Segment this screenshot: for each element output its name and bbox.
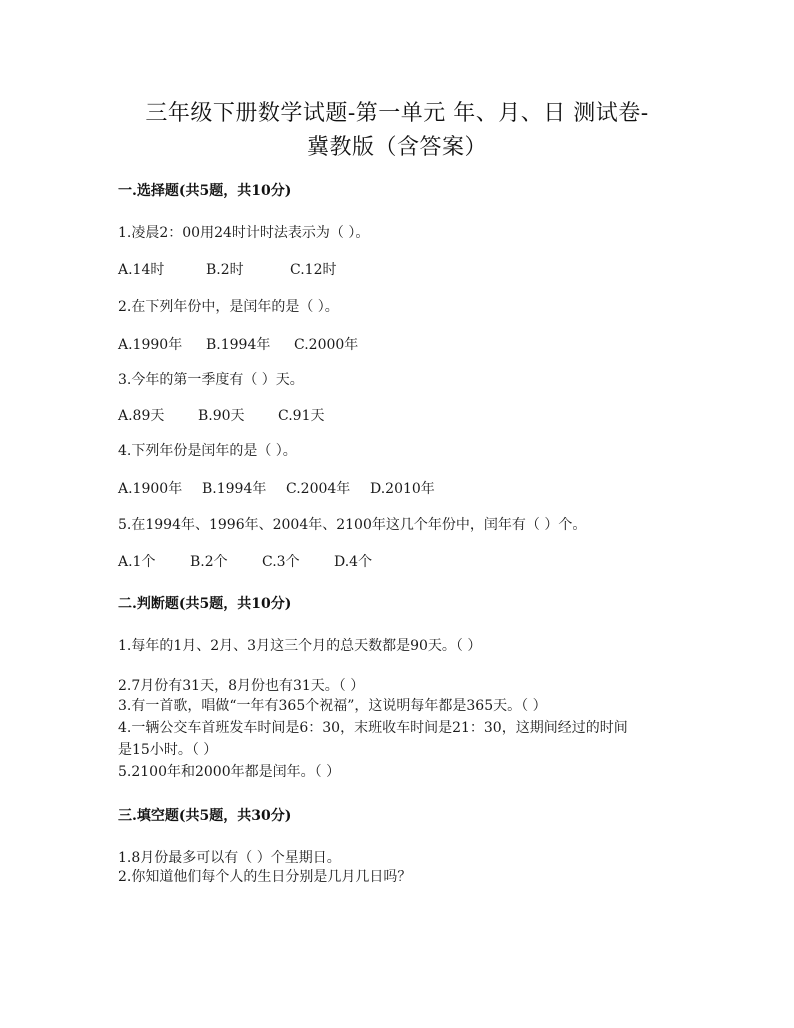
option-a: A.1990年: [118, 337, 183, 353]
option-b: B.2个: [190, 554, 228, 570]
question-text: 1.凌晨2：00用24时计时法表示为（ ）。: [118, 225, 370, 241]
section-heading-fill-in: 三.填空题(共5题，共30分): [118, 808, 292, 824]
section-heading-true-false: 二.判断题(共5题，共10分): [118, 596, 292, 612]
question-text: 5.2100年和2000年都是闰年。（ ）: [118, 764, 341, 780]
question-text: 3.有一首歌，唱做“一年有365个祝福”，这说明每年都是365天。（ ）: [118, 698, 547, 714]
option-c: C.12时: [290, 262, 337, 278]
question-text: 4.一辆公交车首班发车时间是6：30，末班收车时间是21：30，这期间经过的时间: [118, 720, 628, 736]
question-text: 2.7月份有31天，8月份也有31天。（ ）: [118, 678, 365, 694]
option-b: B.1994年: [206, 337, 271, 353]
question-text-continued: 是15小时。（ ）: [118, 742, 218, 758]
option-b: B.1994年: [202, 481, 267, 497]
option-a: A.1900年: [118, 481, 183, 497]
option-b: B.90天: [198, 408, 245, 424]
option-c: C.2000年: [294, 337, 359, 353]
option-a: A.1个: [118, 554, 156, 570]
question-text: 3.今年的第一季度有（ ）天。: [118, 372, 304, 388]
question-text: 1.8月份最多可以有（ ）个星期日。: [118, 850, 341, 866]
option-c: C.2004年: [286, 481, 351, 497]
question-text: 2.在下列年份中，是闰年的是（ ）。: [118, 299, 339, 315]
document-title-line-1: 三年级下册数学试题-第一单元 年、月、日 测试卷-: [145, 101, 649, 126]
option-a: A.14时: [118, 262, 165, 278]
question-text: 1.每年的1月、2月、3月这三个月的总天数都是90天。（ ）: [118, 638, 482, 654]
option-c: C.3个: [262, 554, 300, 570]
question-text: 5.在1994年、1996年、2004年、2100年这几个年份中，闰年有（ ）个。: [118, 517, 587, 533]
option-a: A.89天: [118, 408, 165, 424]
question-text: 4.下列年份是闰年的是（ ）。: [118, 443, 297, 459]
section-heading-multiple-choice: 一.选择题(共5题，共10分): [118, 183, 292, 199]
option-d: D.2010年: [370, 481, 435, 497]
question-text: 2.你知道他们每个人的生日分别是几月几日吗？: [118, 869, 412, 885]
document-title-line-2: 冀教版（含答案）: [306, 135, 487, 160]
option-d: D.4个: [334, 554, 373, 570]
option-b: B.2时: [206, 262, 244, 278]
option-c: C.91天: [278, 408, 325, 424]
